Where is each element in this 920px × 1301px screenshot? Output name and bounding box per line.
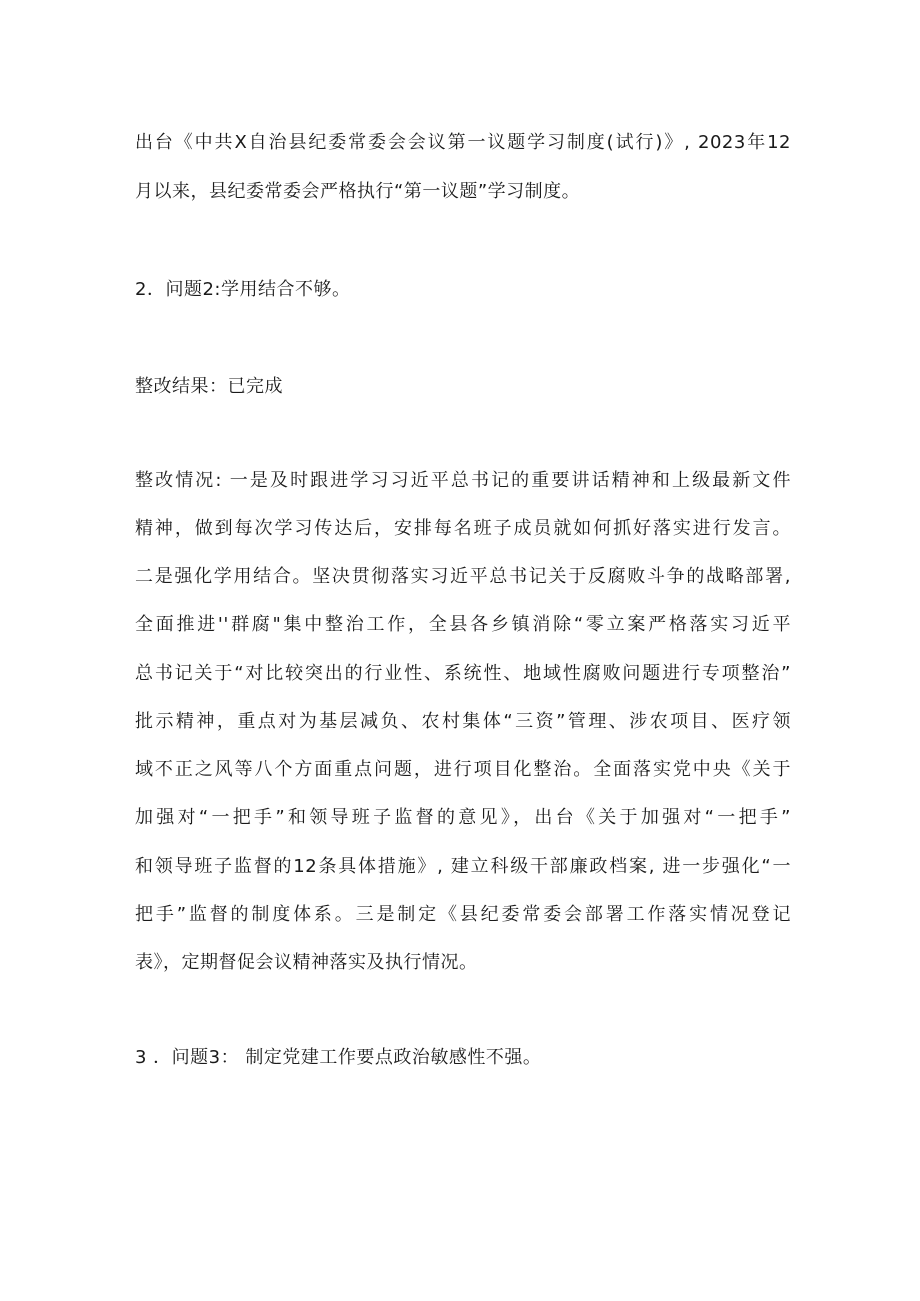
paragraph-1-line-2: 月以来，县纪委常委会严格执行“第一议题”学习制度。 — [135, 181, 581, 202]
item-2-status-line-8: 加强对“一把手”和领导班子监督的意见》，出台《关于加强对“一把手” — [135, 807, 791, 828]
item-2-status-line-2: 精神，做到每次学习传达后，安排每名班子成员就如何抓好落实进行发言。 — [135, 518, 791, 539]
item-2-heading: 2．问题2:学用结合不够。 — [135, 279, 351, 300]
item-2-status-line-3: 二是强化学用结合。坚决贯彻落实习近平总书记关于反腐败斗争的战略部署, — [135, 566, 791, 587]
item-3-heading: 3 ．问题3： 制定党建工作要点政治敏感性不强。 — [135, 1047, 542, 1068]
item-2-status-line-9: 和领导班子监督的12条具体措施》, 建立科级干部廉政档案, 进一步强化“一 — [135, 856, 791, 877]
item-2-status-line-7: 域不正之风等八个方面重点问题，进行项目化整治。全面落实党中央《关于 — [135, 759, 791, 780]
item-2-status-line-6: 批示精神，重点对为基层减负、农村集体“三资”管理、涉农项目、医疗领 — [135, 711, 791, 732]
item-2-status-line-5: 总书记关于“对比较突出的行业性、系统性、地域性腐败问题进行专项整治” — [135, 663, 791, 684]
paragraph-1-line-1: 出台《中共X自治县纪委常委会会议第一议题学习制度(试行)》, 2023年12 — [135, 132, 791, 153]
item-2-status-line-4: 全面推进''群腐"集中整治工作，全县各乡镇消除“零立案严格落实习近平 — [135, 614, 791, 635]
item-2-result: 整改结果：已完成 — [135, 376, 283, 397]
item-2-status-line-10: 把手”监督的制度体系。三是制定《县纪委常委会部署工作落实情况登记 — [135, 904, 791, 925]
item-2-status-line-11: 表》，定期督促会议精神落实及执行情况。 — [135, 952, 478, 973]
item-2-status-line-1: 整改情况: 一是及时跟进学习习近平总书记的重要讲话精神和上级最新文件 — [135, 470, 791, 491]
